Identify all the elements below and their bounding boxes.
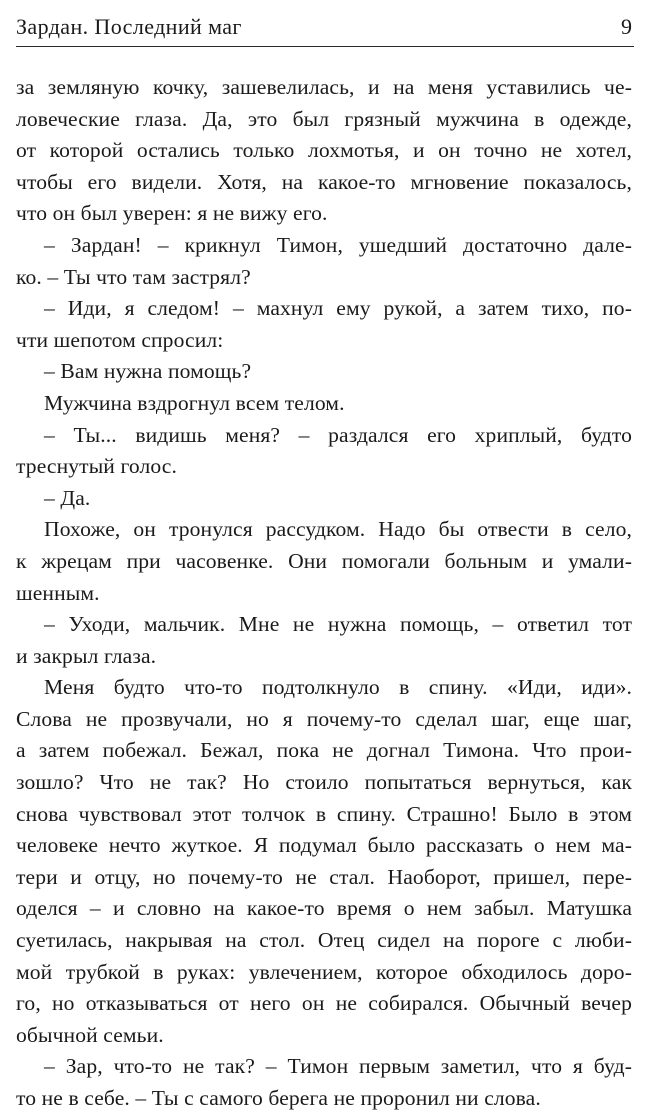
text-line: к жрецам при часовенке. Они помогали больным и умали-: [16, 548, 632, 573]
text-line: от которой остались только лохмотья, и он точно не хотел,: [16, 138, 632, 163]
text-line: го, но отказываться от него он не собирался. Обычный вечер: [16, 991, 632, 1016]
text-line: чти шепотом спросил:: [16, 327, 224, 352]
text-line: что он был уверен: я не вижу его.: [16, 201, 328, 226]
text-line: и закрыл глаза.: [16, 643, 157, 668]
text-line: чтобы его видели. Хотя, на какое-то мгновение показалось,: [16, 169, 632, 194]
text-line: мой трубкой в руках: увлечением, которое обходилось доро-: [16, 959, 632, 984]
text-line: – Да.: [44, 485, 91, 510]
text-line: Слова не прозвучали, но я почему-то сделал шаг, еще шаг,: [16, 706, 632, 731]
header-rule: [16, 46, 634, 47]
text-line: снова чувствовал этот толчок в спину. Страшно! Было в этом: [16, 801, 632, 826]
text-line: – Вам нужна помощь?: [44, 359, 252, 384]
page-number: 9: [621, 14, 632, 39]
text-line: то не в себе. – Ты с самого берега не проронил ни слова.: [16, 1086, 541, 1110]
text-line: оделся – и словно на какое-то время о нем забыл. Матушка: [16, 896, 632, 921]
text-line: – Зар, что-то не так? – Тимон первым заметил, что я буд-: [44, 1054, 632, 1079]
text-line: Мужчина вздрогнул всем телом.: [44, 390, 345, 415]
text-line: – Зардан! – крикнул Тимон, ушедший достаточно дале-: [44, 232, 632, 257]
text-line: Похоже, он тронулся рассудком. Надо бы отвести в село,: [44, 517, 632, 542]
body-text: [16, 72, 632, 1115]
text-line: обычной семьи.: [16, 1022, 164, 1047]
text-line: шенным.: [16, 580, 100, 605]
text-line: – Иди, я следом! – махнул ему рукой, а затем тихо, по-: [44, 296, 632, 321]
text-line: тери и отцу, но почему-то не стал. Наоборот, пришел, пере-: [16, 864, 632, 889]
running-title: Зардан. Последний маг: [16, 14, 242, 39]
text-line: Меня будто что-то подтолкнуло в спину. «Иди, иди».: [44, 675, 632, 700]
text-line: суетилась, накрывая на стол. Отец сидел на пороге с люби-: [16, 928, 632, 953]
text-line: зошло? Что не так? Но стоило попытаться вернуться, как: [16, 770, 632, 795]
text-line: а затем побежал. Бежал, пока не догнал Тимона. Что прои-: [16, 738, 632, 763]
text-line: за земляную кочку, зашевелилась, и на меня уставились че-: [16, 75, 632, 99]
text-line: – Ты... видишь меня? – раздался его хриплый, будто: [44, 422, 632, 447]
text-line: треснутый голос.: [16, 454, 177, 479]
text-line: ко. – Ты что там застрял?: [16, 264, 251, 289]
text-line: ловеческие глаза. Да, это был грязный мужчина в одежде,: [16, 106, 632, 131]
running-header: [16, 10, 634, 46]
text-line: – Уходи, мальчик. Мне не нужна помощь, – ответил тот: [44, 612, 632, 637]
text-line: человеке нечто жуткое. Я подумал было рассказать о нем ма-: [16, 833, 632, 858]
